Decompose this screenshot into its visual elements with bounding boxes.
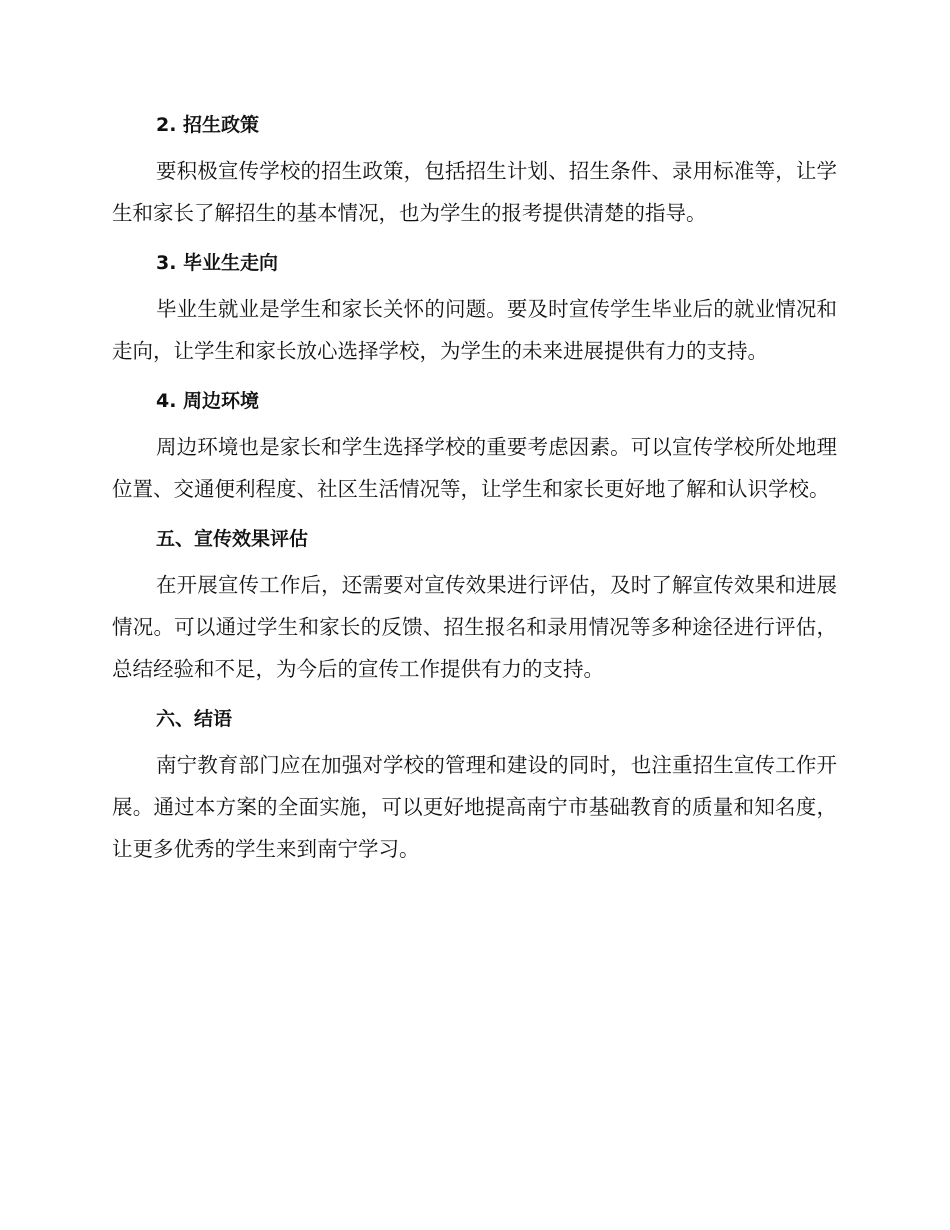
section-heading-surroundings: 4. 周边环境	[156, 390, 260, 412]
section-paragraph-conclusion: 南宁教育部门应在加强对学校的管理和建设的同时，也注重招生宣传工作开展。通过本方案的全面实施，可以更好地提高南宁市基础教育的质量和知名度，让更多优秀的学生来到南宁学习。	[112, 753, 837, 861]
section-paragraph-effect-evaluation: 在开展宣传工作后，还需要对宣传效果进行评估，及时了解宣传效果和进展情况。可以通过学生和家长的反馈、招生报名和录用情况等多种途径进行评估，总结经验和不足，为今后的宣传工作提供有力的支持。	[112, 573, 837, 681]
section-heading-effect-evaluation: 五、宣传效果评估	[156, 528, 309, 550]
section-paragraph-graduate-destination: 毕业生就业是学生和家长关怀的问题。要及时宣传学生毕业后的就业情况和走向，让学生和家长放心选择学校，为学生的未来进展提供有力的支持。	[112, 297, 837, 363]
section-heading-conclusion: 六、结语	[156, 708, 233, 730]
section-heading-graduate-destination: 3. 毕业生走向	[156, 252, 279, 274]
section-heading-admission-policy: 2. 招生政策	[156, 114, 260, 136]
section-paragraph-surroundings: 周边环境也是家长和学生选择学校的重要考虑因素。可以宣传学校所处地理位置、交通便利程度、社区生活情况等，让学生和家长更好地了解和认识学校。	[112, 435, 837, 501]
document-body	[112, 110, 837, 870]
section-paragraph-admission-policy: 要积极宣传学校的招生政策，包括招生计划、招生条件、录用标准等，让学生和家长了解招生的基本情况，也为学生的报考提供清楚的指导。	[112, 159, 837, 225]
